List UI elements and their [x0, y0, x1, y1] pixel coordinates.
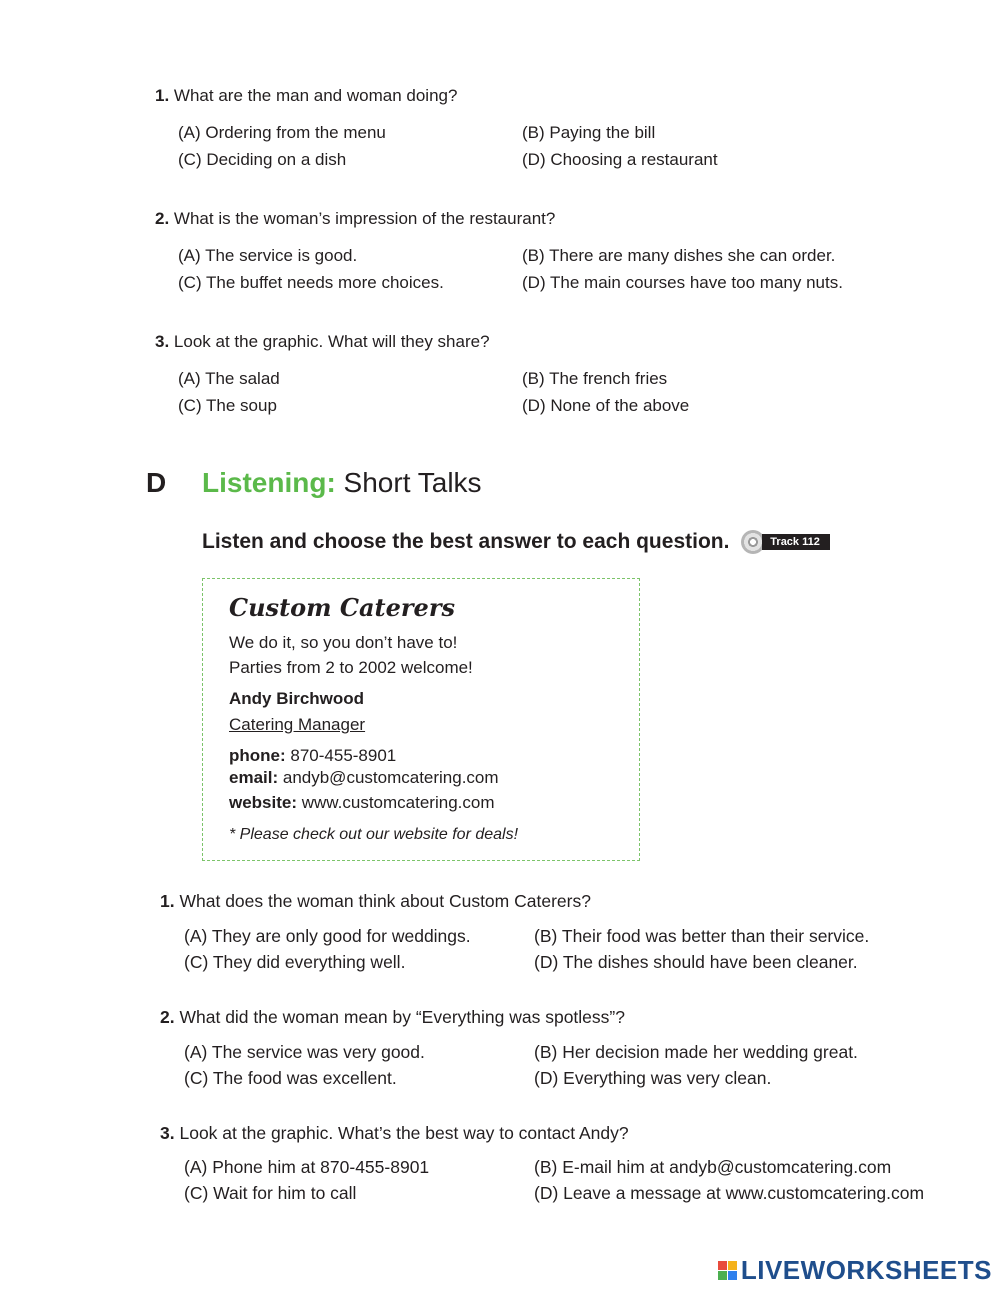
option-c[interactable]: (C) The soup [178, 396, 277, 415]
option-a[interactable]: (A) Phone him at 870-455-8901 [184, 1157, 430, 1177]
question-2: 2. What is the woman’s impression of the restaurant? [155, 209, 556, 228]
option-c[interactable]: (C) The buffet needs more choices. [178, 273, 444, 292]
question-text: What are the man and woman doing? [173, 86, 458, 105]
question-1: 1. What are the man and woman doing? [155, 86, 458, 105]
card-phone: phone: 870-455-8901 [229, 746, 397, 765]
logo-text: LIVEWORKSHEETS [740, 1255, 992, 1285]
card-tagline-1: We do it, so you don’t have to! [229, 633, 458, 652]
question-text: Look at the graphic. What will they share? [173, 332, 490, 351]
card-title: Custom Caterers [229, 593, 455, 622]
section-letter: D [146, 467, 167, 498]
card-email: email: andyb@customcatering.com [229, 768, 499, 787]
logo-block [718, 1261, 727, 1270]
question-text: What is the woman’s impression of the restaurant? [173, 209, 556, 228]
instruction [202, 530, 830, 554]
question-1: 1. What does the woman think about Custom Caterers? [160, 891, 591, 911]
business-card [202, 578, 640, 861]
option-b[interactable]: (B) There are many dishes she can order. [522, 246, 836, 265]
option-d[interactable]: (D) Leave a message at www.customcatering.com [534, 1183, 925, 1203]
option-c[interactable]: (C) Wait for him to call [184, 1183, 357, 1203]
question-text: What does the woman think about Custom Caterers? [179, 891, 591, 911]
question-text: What did the woman mean by “Everything was spotless”? [179, 1007, 625, 1027]
section-title [202, 467, 482, 499]
question-2: 2. What did the woman mean by “Everything was spotless”? [160, 1007, 625, 1027]
option-d[interactable]: (D) The main courses have too many nuts. [522, 273, 843, 292]
option-c[interactable]: (C) They did everything well. [184, 952, 406, 972]
option-d[interactable]: (D) Everything was very clean. [534, 1068, 772, 1088]
section-title-rest: Short Talks [335, 467, 482, 498]
question-text: Look at the graphic. What’s the best way to contact Andy? [179, 1123, 629, 1143]
question-3: 3. Look at the graphic. What will they share? [155, 332, 490, 351]
option-a[interactable]: (A) Ordering from the menu [178, 123, 386, 142]
instruction-text: Listen and choose the best answer to each question. [202, 530, 730, 553]
option-b[interactable]: (B) E-mail him at andyb@customcatering.com [534, 1157, 892, 1177]
option-a[interactable]: (A) The service is good. [178, 246, 358, 265]
option-b[interactable]: (B) The french fries [522, 369, 668, 388]
audio-track[interactable] [741, 530, 830, 554]
logo-block [728, 1261, 737, 1270]
option-d[interactable]: (D) The dishes should have been cleaner. [534, 952, 858, 972]
option-a[interactable]: (A) The salad [178, 369, 280, 388]
option-b[interactable]: (B) Their food was better than their service. [534, 926, 870, 946]
option-a[interactable]: (A) They are only good for weddings. [184, 926, 471, 946]
option-d[interactable]: (D) Choosing a restaurant [522, 150, 718, 169]
track-label: Track 112 [762, 534, 830, 550]
option-a[interactable]: (A) The service was very good. [184, 1042, 425, 1062]
question-3: 3. Look at the graphic. What’s the best way to contact Andy? [160, 1123, 629, 1143]
option-c[interactable]: (C) The food was excellent. [184, 1068, 397, 1088]
logo-blocks-icon [718, 1261, 737, 1280]
liveworksheets-logo[interactable] [718, 1255, 992, 1286]
section-title-highlight: Listening: [202, 467, 336, 498]
card-tagline-2: Parties from 2 to 2002 welcome! [229, 658, 473, 677]
logo-block [718, 1271, 727, 1280]
logo-block [728, 1271, 737, 1280]
card-website: website: www.customcatering.com [229, 793, 495, 812]
card-note: * Please check out our website for deals! [229, 826, 519, 843]
option-c[interactable]: (C) Deciding on a dish [178, 150, 347, 169]
card-name: Andy Birchwood [229, 689, 365, 708]
option-d[interactable]: (D) None of the above [522, 396, 690, 415]
option-b[interactable]: (B) Her decision made her wedding great. [534, 1042, 858, 1062]
option-b[interactable]: (B) Paying the bill [522, 123, 656, 142]
card-role: Catering Manager [229, 715, 366, 734]
